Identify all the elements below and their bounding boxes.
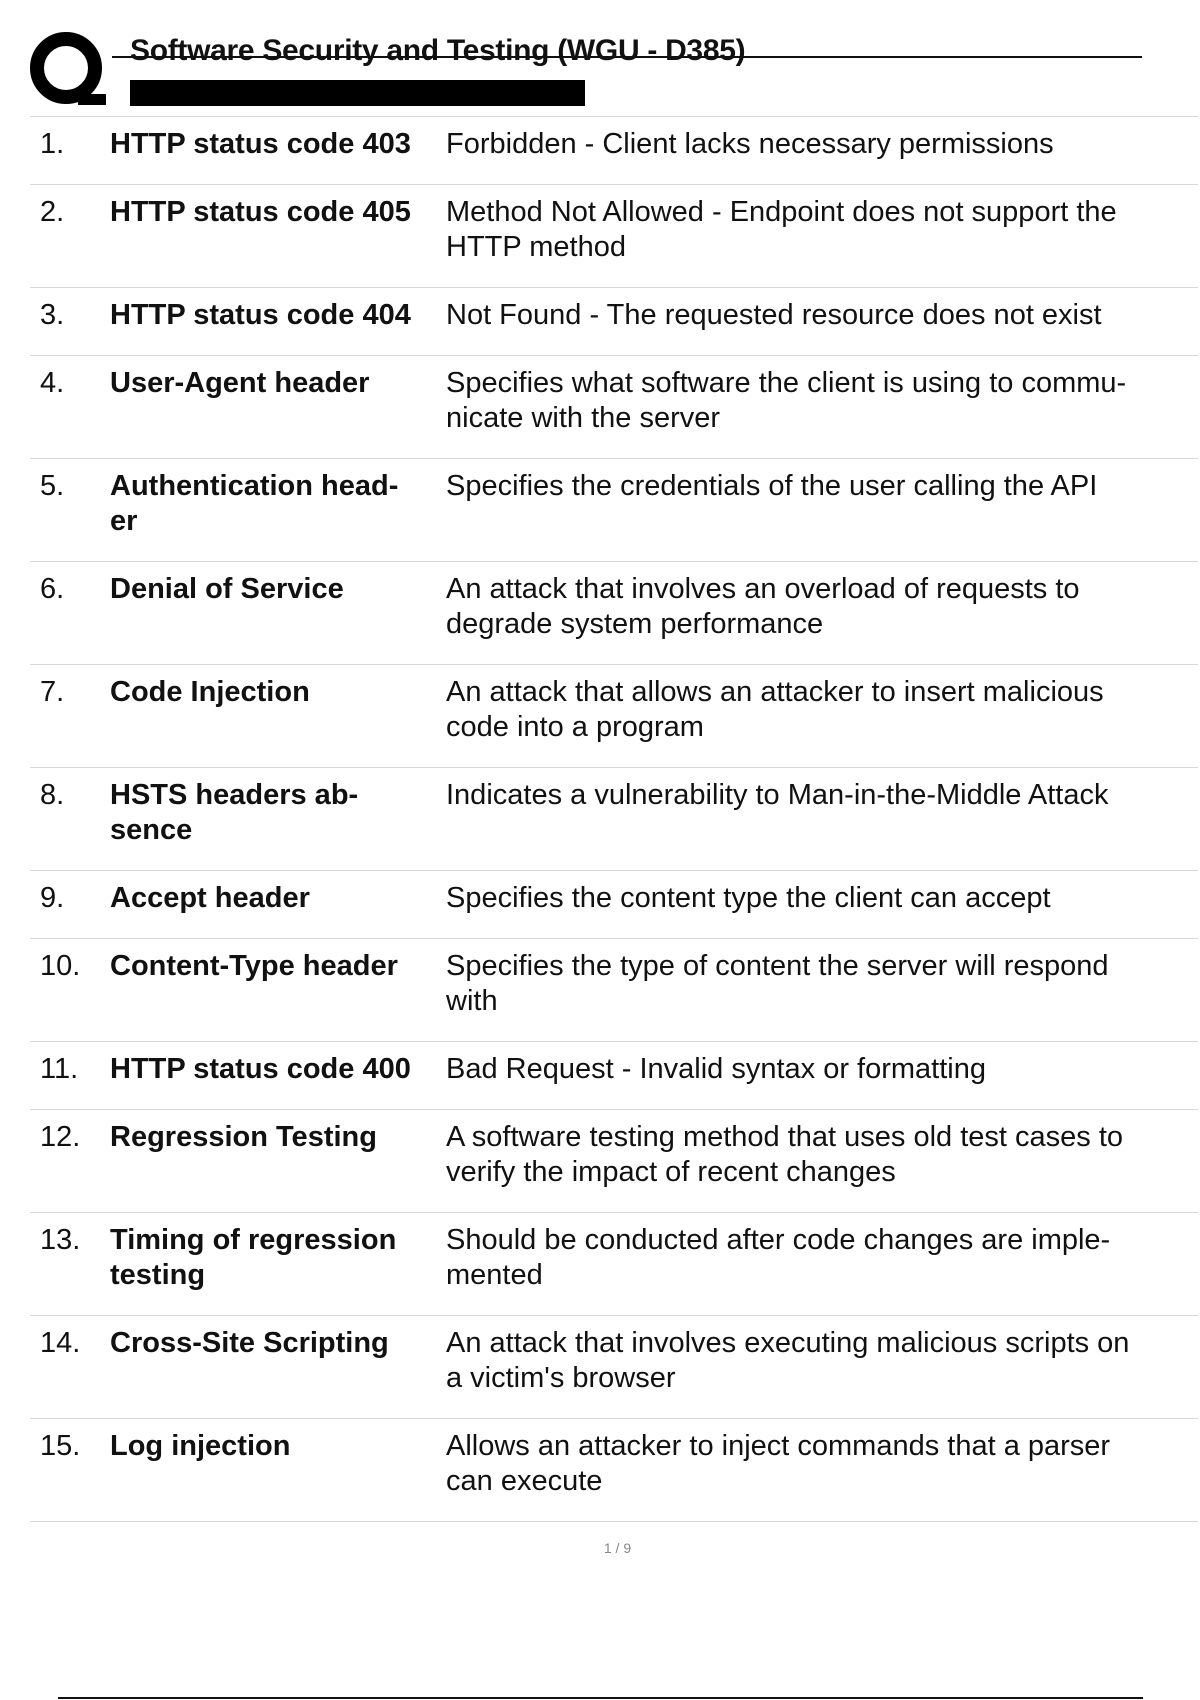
card-row bbox=[30, 665, 1198, 768]
page-indicator: 1 / 9 bbox=[603, 1540, 632, 1556]
card-row bbox=[30, 939, 1198, 1042]
card-number: 14. bbox=[40, 1327, 81, 1359]
card-row bbox=[30, 288, 1198, 356]
card-definition: Allows an attacker to inject commands that a parser can execute bbox=[446, 1430, 1111, 1497]
card-number: 4. bbox=[40, 367, 65, 399]
card-definition: An attack that involves an overload of requests to degrade system performance bbox=[446, 573, 1080, 640]
card-term: Timing of regression testing bbox=[110, 1224, 397, 1291]
card-number: 12. bbox=[40, 1121, 81, 1153]
card-number: 15. bbox=[40, 1430, 81, 1462]
card-number: 13. bbox=[40, 1224, 81, 1256]
card-definition: An attack that allows an attacker to insert malicious code into a program bbox=[446, 676, 1104, 743]
card-row bbox=[30, 871, 1198, 939]
card-term: HTTP status code 403 bbox=[110, 128, 411, 160]
card-definition: Indicates a vulnerability to Man-in-the-Middle Attack bbox=[446, 779, 1109, 811]
card-definition: Bad Request - Invalid syntax or formatting bbox=[446, 1053, 986, 1085]
card-number: 3. bbox=[40, 299, 65, 331]
card-term: HTTP status code 405 bbox=[110, 196, 411, 228]
card-definition: Forbidden - Client lacks necessary permissions bbox=[446, 128, 1054, 160]
card-definition: Specifies the type of content the server will respond with bbox=[446, 950, 1109, 1017]
card-row bbox=[30, 562, 1198, 665]
card-number: 1. bbox=[40, 128, 65, 160]
card-definition: Not Found - The requested resource does not exist bbox=[446, 299, 1102, 331]
card-row bbox=[30, 459, 1198, 562]
card-number: 11. bbox=[40, 1053, 79, 1085]
card-term: HSTS headers ab- sence bbox=[110, 779, 359, 846]
card-number: 9. bbox=[40, 882, 65, 914]
card-definition: A software testing method that uses old test cases to verify the impact of recent changes bbox=[446, 1121, 1124, 1188]
card-term: Accept header bbox=[110, 882, 310, 914]
card-number: 10. bbox=[40, 950, 81, 982]
card-row bbox=[30, 1213, 1198, 1316]
card-row bbox=[30, 1110, 1198, 1213]
card-row bbox=[30, 117, 1198, 185]
card-number: 7. bbox=[40, 676, 65, 708]
card-row bbox=[30, 1419, 1198, 1522]
card-definition: Should be conducted after code changes are imple- mented bbox=[446, 1224, 1111, 1291]
card-definition: An attack that involves executing malicious scripts on a victim's browser bbox=[446, 1327, 1130, 1394]
card-row bbox=[30, 185, 1198, 288]
card-row bbox=[30, 768, 1198, 871]
card-number: 8. bbox=[40, 779, 65, 811]
card-definition: Specifies the content type the client can accept bbox=[446, 882, 1051, 914]
card-term: Authentication head- er bbox=[110, 470, 399, 537]
card-term: HTTP status code 400 bbox=[110, 1053, 411, 1085]
card-term: User-Agent header bbox=[110, 367, 370, 399]
card-definition: Specifies what software the client is using to commu- nicate with the server bbox=[446, 367, 1127, 434]
card-definition: Method Not Allowed - Endpoint does not support the HTTP method bbox=[446, 196, 1117, 263]
card-term: Code Injection bbox=[110, 676, 310, 708]
card-number: 6. bbox=[40, 573, 65, 605]
redacted-subtitle-bar bbox=[130, 80, 585, 106]
card-term: HTTP status code 404 bbox=[110, 299, 411, 331]
card-definition: Specifies the credentials of the user calling the API bbox=[446, 470, 1098, 502]
card-term: Content-Type header bbox=[110, 950, 398, 982]
card-number: 5. bbox=[40, 470, 65, 502]
card-row bbox=[30, 1042, 1198, 1110]
card-row bbox=[30, 356, 1198, 459]
flashcard-table bbox=[30, 116, 1198, 1522]
card-term: Log injection bbox=[110, 1430, 291, 1462]
footer-rule bbox=[58, 1697, 1143, 1699]
card-row bbox=[30, 1316, 1198, 1419]
card-term: Denial of Service bbox=[110, 573, 344, 605]
card-term: Cross-Site Scripting bbox=[110, 1327, 389, 1359]
document-title: Software Security and Testing (WGU - D385) bbox=[130, 34, 746, 67]
quizlet-q-logo-icon bbox=[28, 30, 110, 112]
card-term: Regression Testing bbox=[110, 1121, 377, 1153]
card-number: 2. bbox=[40, 196, 65, 228]
